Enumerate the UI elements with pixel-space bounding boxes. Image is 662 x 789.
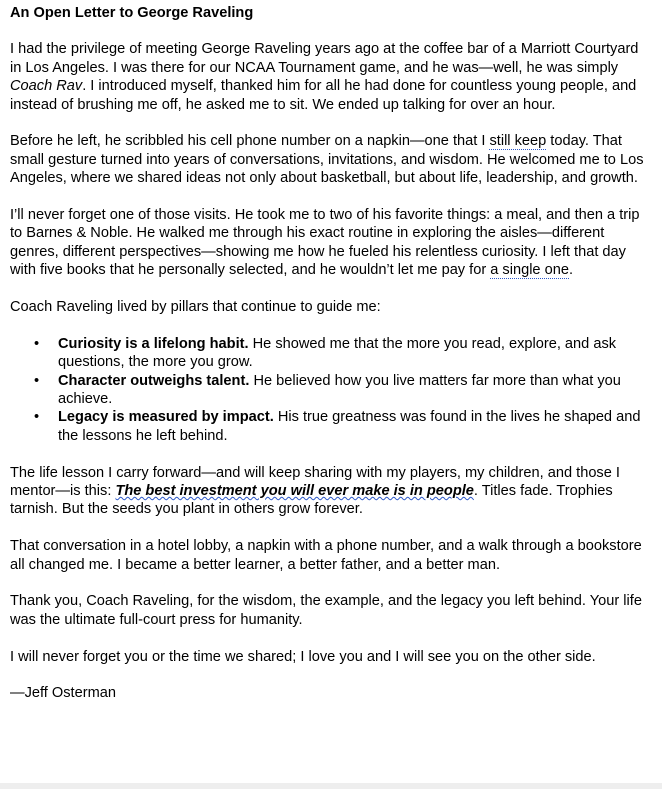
- italic-text: Coach Rav: [10, 78, 83, 95]
- key-quote[interactable]: The best investment you will ever make is in people: [115, 483, 474, 500]
- grammar-flag[interactable]: still keep: [489, 133, 547, 150]
- bullet-icon: •: [34, 409, 40, 426]
- paragraph-meeting: [10, 40, 650, 114]
- pillar-text: He believed how you live matters far more than what you achieve.: [58, 372, 621, 408]
- paragraph-bookstore: [10, 206, 650, 280]
- letter-document: [10, 4, 650, 721]
- pillar-text: His true greatness was found in the lives he shaped and the lessons he left behind.: [58, 409, 641, 444]
- pillar-heading: Legacy is measured by impact.: [58, 409, 274, 426]
- paragraph-text: .: [568, 262, 574, 279]
- page-bottom-edge: [0, 783, 662, 789]
- list-item: [10, 335, 650, 372]
- paragraph-text: . Titles fade. Trophies tarnish. But the seeds you plant in others grow forever.: [10, 483, 613, 518]
- paragraph-text: . I introduced myself, thanked him for all he had done for countless young people, and instead of brushing me off, he asked me to sit. We ended up talking for over an hour.: [10, 78, 637, 113]
- pillar-text: He showed me that the more you read, explore, and ask questions, the more you grow.: [58, 335, 617, 371]
- paragraph-napkin: [10, 132, 650, 187]
- paragraph-thanks: Thank you, Coach Raveling, for the wisdom, the example, and the legacy you left behind. Your life was the ultimate full-court press for humanity.: [10, 593, 642, 628]
- document-title: An Open Letter to George Raveling: [10, 5, 254, 21]
- paragraph-pillars-intro: Coach Raveling lived by pillars that continue to guide me:: [10, 299, 381, 316]
- pillars-list: [10, 335, 650, 445]
- pillar-heading: Character outweighs talent.: [58, 372, 250, 389]
- paragraph-life-lesson: [10, 464, 650, 519]
- pillar-heading: Curiosity is a lifelong habit.: [58, 335, 249, 352]
- bullet-icon: •: [34, 372, 40, 389]
- list-item: [10, 372, 650, 409]
- signature: —Jeff Osterman: [10, 685, 116, 702]
- paragraph-text: today. That small gesture turned into years of conversations, invitations, and wisdom. He welcomed me to Los Angeles, where we shared ideas not only about basketball, but about life, leadership, and growth.: [10, 133, 644, 187]
- paragraph-text: The life lesson I carry forward—and will keep sharing with my players, my children, and those I mentor—is this:: [10, 464, 620, 500]
- paragraph-conversation: That conversation in a hotel lobby, a napkin with a phone number, and a walk through a bookstore all changed me. I became a better learner, a better father, and a better man.: [10, 538, 642, 573]
- paragraph-farewell: I will never forget you or the time we shared; I love you and I will see you on the other side.: [10, 648, 596, 665]
- paragraph-text: I had the privilege of meeting George Raveling years ago at the coffee bar of a Marriott Courtyard in Los Angeles. I was there for our NCAA Tournament game, and he was—well, he was simply: [10, 41, 639, 76]
- paragraph-text: Before he left, he scribbled his cell phone number on a napkin—one that I: [10, 133, 490, 150]
- bullet-icon: •: [34, 335, 40, 352]
- list-item: [10, 408, 650, 445]
- grammar-flag[interactable]: a single one: [490, 262, 569, 279]
- paragraph-text: I’ll never forget one of those visits. He took me to two of his favorite things: a meal, and then a trip to Barnes & Noble. He walked me through his exact routine in exploring the aisles—different genres, different perspectives—showing me how he fueled his relentless curiosity. I left that day with five books that he personally selected, and he wouldn’t let me pay for: [10, 207, 640, 279]
